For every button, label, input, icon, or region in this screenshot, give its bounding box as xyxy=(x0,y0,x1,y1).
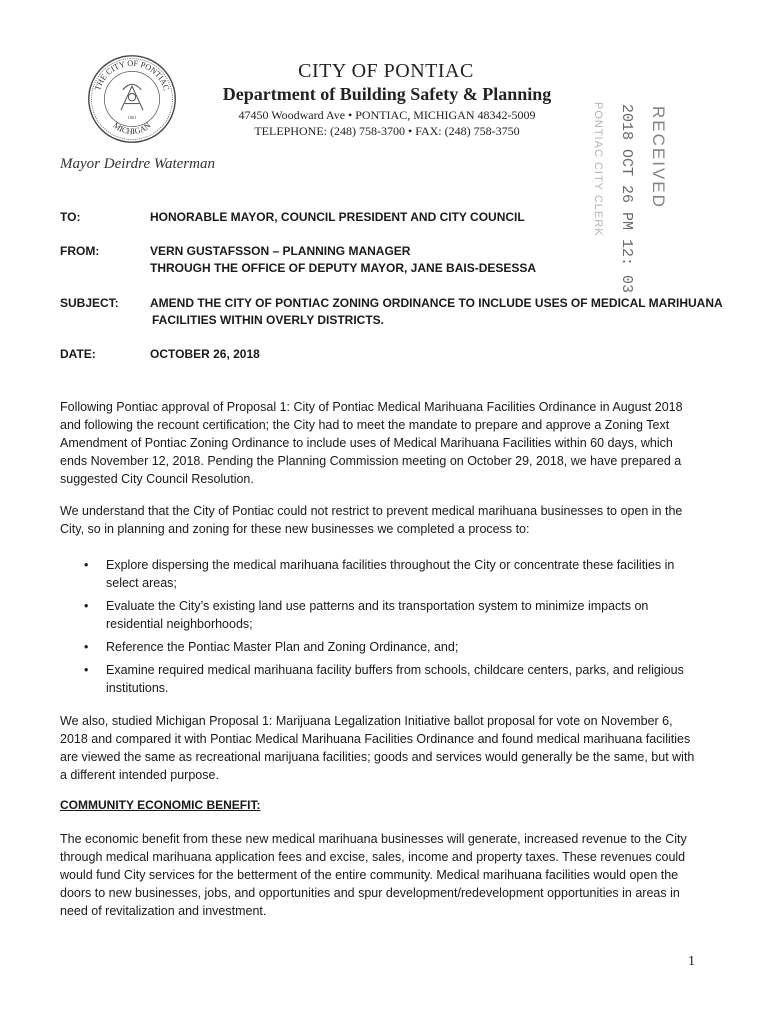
list-item xyxy=(84,638,704,656)
stamp-office: PONTIAC CITY CLERK xyxy=(592,102,604,237)
paragraph-proposal: We also, studied Michigan Proposal 1: Marijuana Legalization Initiative ballot proposal for vote on November 6, 2018 and compared it with Pontiac Medical Marihuana Facilities Ordinance and found medical marihuana facilities are viewed the same as recreational marijuana facilities; goods and services would generally be the same, but with a different intended purpose. xyxy=(60,714,695,782)
svg-text:MICHIGAN xyxy=(111,121,152,136)
letterhead-address: 47450 Woodward Ave • PONTIAC, MICHIGAN 48342-5009 xyxy=(238,108,536,122)
bullet-icon: • xyxy=(84,663,89,677)
process-bullet-list xyxy=(84,556,704,702)
subject-value-line1: AMEND THE CITY OF PONTIAC ZONING ORDINANCE TO INCLUDE USES OF MEDICAL MARIHUANA xyxy=(150,296,723,310)
list-item xyxy=(84,556,704,592)
subject-label: SUBJECT: xyxy=(60,296,119,310)
letterhead-city: CITY OF PONTIAC xyxy=(298,60,474,82)
paragraph-intro: Following Pontiac approval of Proposal 1: City of Pontiac Medical Marihuana Facilities Ordinance in August 2018 and following the recount certification; the City had to meet the mandate to prepare and approve a Zoning Text Amendment of Pontiac Zoning Ordinance to include uses of Medical Marihuana Facilities within 60 days, which ends November 12, 2018. Pending the Planning Commission meeting on October 29, 2018, we have prepared a suggested City Council Resolution. xyxy=(60,400,683,486)
stamp-datetime: 2018 OCT 26 PM 12: 03 xyxy=(618,104,635,294)
list-item xyxy=(84,661,704,697)
seal-ring-text: THE CITY OF PONTIAC xyxy=(93,58,171,92)
from-value-line2: THROUGH THE OFFICE OF DEPUTY MAYOR, JANE BAIS-DESESSA xyxy=(150,261,537,275)
bullet-text: Examine required medical marihuana facility buffers from schools, childcare centers, parks, and religious institutions. xyxy=(106,663,684,695)
received-stamp xyxy=(575,100,668,294)
section-heading-economic-benefit: COMMUNITY ECONOMIC BENEFIT: xyxy=(60,798,261,812)
mayor-name: Mayor Deirdre Waterman xyxy=(60,156,215,172)
bullet-text: Reference the Pontiac Master Plan and Zoning Ordinance, and; xyxy=(106,640,459,654)
bullet-icon: • xyxy=(84,599,89,613)
paragraph-economic-benefit: The economic benefit from these new medical marihuana businesses will generate, increased revenue to the City through medical marihuana application fees and excise, sales, income and property taxes. These revenues could would fund City services for the betterment of the entire community. Medical marihuana facilities would open the doors to new businesses, jobs, and opportunities and spur development/redevelopment opportunities in areas in need of revitalization and investment. xyxy=(60,832,687,918)
bullet-text: Evaluate the City’s existing land use patterns and its transportation system to minimize impacts on residential neighborhoods; xyxy=(106,599,649,631)
seal-year: 1861 xyxy=(127,115,137,121)
subject-value-line2: FACILITIES WITHIN OVERLY DISTRICTS. xyxy=(152,313,385,327)
to-value: HONORABLE MAYOR, COUNCIL PRESIDENT AND CITY COUNCIL xyxy=(150,210,525,224)
from-label: FROM: xyxy=(60,244,100,258)
from-value-line1: VERN GUSTAFSSON – PLANNING MANAGER xyxy=(150,244,411,258)
paragraph-process: We understand that the City of Pontiac could not restrict to prevent medical marihuana businesses to open in the City, so in planning and zoning for these new businesses we completed a process to: xyxy=(60,504,683,536)
letterhead-department: Department of Building Safety & Planning xyxy=(222,84,552,104)
date-value: OCTOBER 26, 2018 xyxy=(150,347,260,361)
bullet-icon: • xyxy=(84,640,89,654)
letterhead-phone: TELEPHONE: (248) 758-3700 • FAX: (248) 758-3750 xyxy=(254,124,520,138)
list-item xyxy=(84,597,704,633)
stamp-received-text: RECEIVED xyxy=(649,106,668,209)
bullet-icon: • xyxy=(84,558,89,572)
page-number: 1 xyxy=(688,954,695,969)
city-seal-icon xyxy=(86,53,178,145)
bullet-text: Explore dispersing the medical marihuana facilities throughout the City or concentrate these facilities in select areas; xyxy=(106,558,675,590)
to-label: TO: xyxy=(60,210,81,224)
seal-bottom-text: MICHIGAN xyxy=(111,120,153,137)
date-label: DATE: xyxy=(60,347,96,361)
